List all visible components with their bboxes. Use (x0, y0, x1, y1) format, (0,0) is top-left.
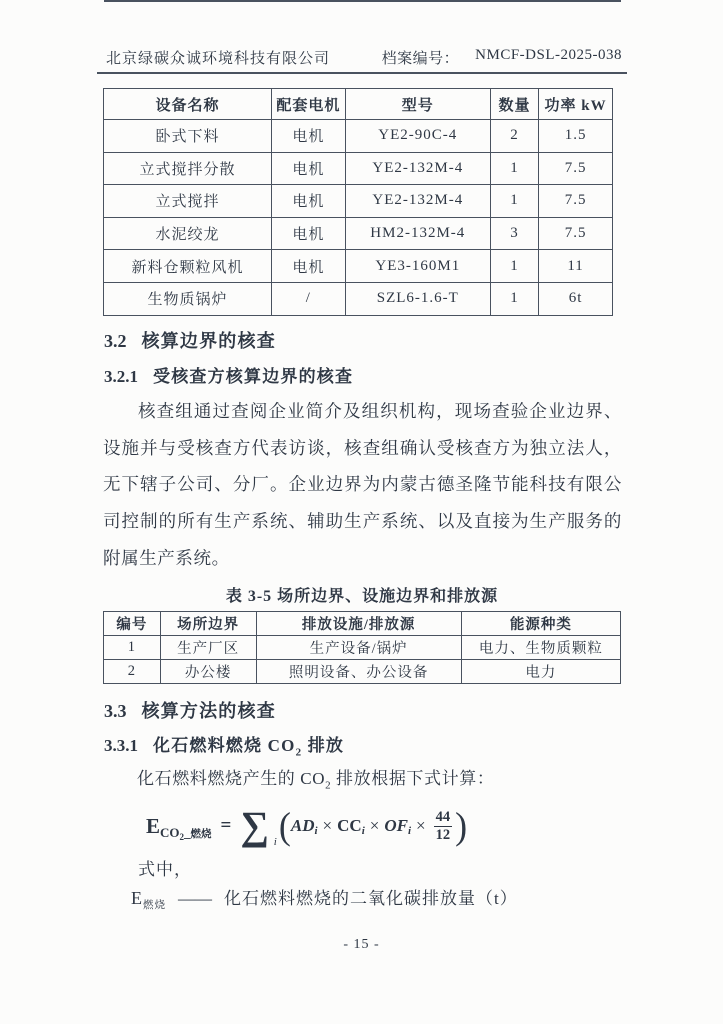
title-text: 排放 (302, 736, 345, 755)
subscript-i: i (361, 825, 365, 837)
term-subscript: 燃烧 (143, 900, 166, 911)
table-cell: 生产设备/锅炉 (256, 636, 461, 660)
fraction-denominator: 12 (435, 826, 451, 843)
where-label: 式中， (138, 860, 192, 879)
page-number: - 15 - (343, 937, 380, 952)
table-row (104, 152, 613, 185)
summation-index: i (273, 836, 277, 849)
table-cell: 电力、生物质颗粒 (461, 636, 620, 660)
section-title (153, 736, 345, 759)
section-number: 3.2.1 (104, 367, 138, 386)
table-row (104, 217, 613, 250)
multiply-sign: × (416, 816, 426, 835)
section-number: 3.3 (104, 701, 127, 721)
table-cell: 卧式下料 (104, 120, 272, 153)
section-heading-3-2-1 (104, 362, 353, 387)
table-cell: 1 (490, 250, 538, 283)
section-title: 核算方法的核查 (141, 701, 276, 721)
table-row (104, 250, 613, 283)
table-cell: SZL6-1.6-T (345, 282, 490, 315)
table-header-row (104, 612, 621, 636)
header-cell: 数量 (490, 89, 538, 120)
header-company: 北京绿碳众诚环境科技有限公司 (106, 51, 331, 67)
header-rule (97, 72, 627, 74)
header-cell: 功率 kW (539, 89, 613, 120)
table-row (104, 660, 621, 684)
table-header-row (104, 89, 613, 120)
table-row (104, 282, 613, 315)
table-cell: 1 (104, 636, 161, 660)
table-cell: 电机 (271, 217, 345, 250)
header-cell: 场所边界 (160, 612, 256, 636)
table-cell: 水泥绞龙 (104, 217, 272, 250)
table-cell: 1 (490, 185, 538, 218)
table-cell: 照明设备、办公设备 (256, 660, 461, 684)
archive-label: 档案编号： (381, 51, 460, 67)
table-cell: 电力 (461, 660, 620, 684)
header-cell: 编号 (104, 612, 161, 636)
table-cell: YE2-132M-4 (345, 152, 490, 185)
equipment-table (103, 88, 613, 316)
equals-sign: = (220, 815, 232, 836)
subscript-i: i (407, 825, 412, 837)
summation-symbol: ∑ i (240, 803, 277, 849)
table-cell: 2 (104, 660, 161, 684)
section-title: 受核查方核算边界的核查 (153, 367, 354, 386)
section-number: 3.3.1 (104, 736, 138, 755)
title-text: 化石燃料燃烧 CO (153, 736, 296, 755)
header-archive (382, 47, 622, 68)
term-description: 化石燃料燃烧的二氧化碳排放量（t） (224, 889, 518, 908)
table-row (104, 185, 613, 218)
header-cell: 排放设施/排放源 (256, 612, 461, 636)
table-3-5-caption: 表 3-5 场所边界、设施边界和排放源 (225, 588, 499, 605)
table-row (104, 636, 621, 660)
table-cell: 电机 (271, 120, 345, 153)
table-cell: 立式搅拌分散 (104, 152, 272, 185)
table-row (104, 120, 613, 153)
page-header (106, 47, 622, 68)
header-cell: 设备名称 (104, 89, 272, 120)
table-cell: 7.5 (539, 185, 613, 218)
multiply-sign: × (369, 816, 380, 835)
multiply-sign: × (322, 816, 333, 835)
variable-ad: AD (290, 816, 315, 835)
table-cell: 电机 (271, 152, 345, 185)
boundary-table (103, 611, 621, 684)
table-cell: 电机 (271, 250, 345, 283)
table-cell: 电机 (271, 185, 345, 218)
formula-lhs: E (146, 813, 161, 838)
variable-of: OF (384, 816, 408, 835)
table-cell: 7.5 (539, 152, 613, 185)
table-cell: 11 (539, 250, 613, 283)
table-cell: 6t (539, 282, 613, 315)
archive-number: NMCF-DSL-2025-038 (475, 47, 622, 63)
section-heading-3-2 (104, 327, 276, 353)
table-cell: YE2-90C-4 (345, 120, 490, 153)
table-cell: YE2-132M-4 (345, 185, 490, 218)
co2-subscript: 2 (295, 746, 303, 759)
header-cell: 配套电机 (271, 89, 345, 120)
table-cell: 生产厂区 (160, 636, 256, 660)
table-cell: 生物质锅炉 (104, 282, 272, 315)
open-paren: ( (278, 805, 291, 847)
paragraph-text: 化石燃料燃烧产生的 CO (137, 769, 326, 788)
section-heading-3-3-1 (104, 731, 344, 758)
table-cell: YE3-160M1 (345, 250, 490, 283)
term-symbol: E (131, 888, 143, 908)
close-paren: ) (455, 805, 468, 847)
table-cell: 办公楼 (160, 660, 256, 684)
variable-cc: CC (337, 816, 362, 835)
co2-emission-formula (146, 798, 467, 854)
table-cell: / (271, 282, 345, 315)
paragraph-text: 排放根据下式计算： (331, 769, 495, 788)
table-cell: 立式搅拌 (104, 185, 272, 218)
header-cell: 能源种类 (461, 612, 620, 636)
boundary-paragraph: 核查组通过查阅企业简介及组织机构，现场查验企业边界、设施并与受核查方代表访谈，核查组确认受核查方为独立法人，无下辖子公司、分厂。企业边界为内蒙古德圣隆节能科技有限公司控制的所有生产系统、辅助生产系统、以及直接为生产服务的附属生产系统。 (103, 401, 622, 568)
co2-subscript: 2 (325, 779, 332, 792)
fraction-44-12 (434, 809, 453, 843)
term-definition (131, 884, 518, 909)
section-number: 3.2 (104, 331, 127, 351)
formula-lhs-subscript: $CO_2\_$燃烧 (160, 825, 212, 842)
header-cell: 型号 (345, 89, 490, 120)
table-cell: 2 (490, 120, 538, 153)
definition-dash: —— (178, 889, 212, 908)
table-cell: 1.5 (539, 120, 613, 153)
section-heading-3-3 (104, 697, 276, 723)
table-cell: HM2-132M-4 (345, 217, 490, 250)
page-top-rule (104, 0, 621, 2)
table-cell: 1 (490, 282, 538, 315)
fraction-numerator: 44 (435, 808, 451, 825)
table-cell: 7.5 (539, 217, 613, 250)
section-title: 核算边界的核查 (141, 331, 276, 351)
table-cell: 3 (490, 217, 538, 250)
fossil-intro-paragraph (103, 764, 622, 791)
table-cell: 新料仓颗粒风机 (104, 250, 272, 283)
subscript-i: i (314, 825, 318, 837)
table-cell: 1 (490, 152, 538, 185)
